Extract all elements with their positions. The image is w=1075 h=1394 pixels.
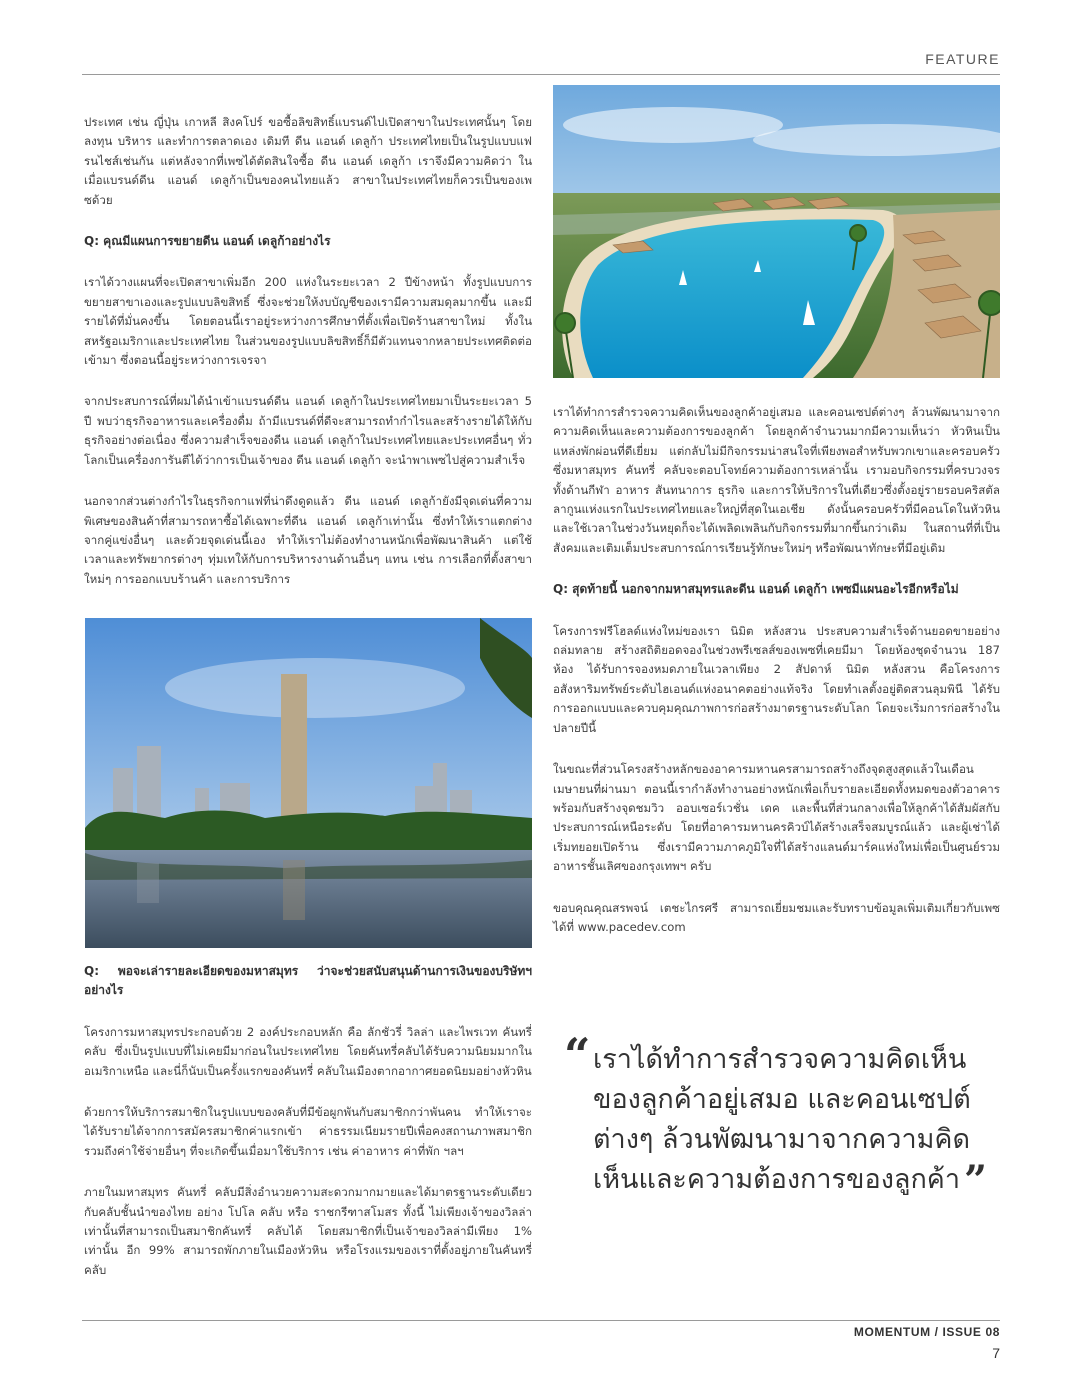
question-heading: Q: พอจะเล่ารายละเอียดของมหาสมุทร ว่าจะช่วยสนับสนุนด้านการเงินของบริษัทฯ อย่างไร [84,964,532,998]
left-column-lower [84,962,532,1302]
close-quote-mark: ” [964,1157,988,1204]
body-paragraph: นอกจากส่วนต่างกำไรในธุรกิจกาแฟที่น่าดึงดูดแล้ว ดีน แอนด์ เดลูก้ายังมีจุดเด่นที่ความพิเศษของสินค้าที่สามารถหาซื้อได้เฉพาะที่ดีน แอนด์ เดลูก้าเท่านั้น ซึ่งทำให้เราแตกต่างจากคู่แข่งอื่นๆ และด้วยจุดเด่นนี้เอง ทำให้เราไม่ต้องทำงานหนักเพื่อพัฒนาสินค้า แต่ใช้เวลาและทรัพยากรต่างๆ ทุ่มเทให้กับการบริหารงานด้านอื่นๆ แทน เช่น การเลือกที่ตั้งสาขาใหม่ๆ การออกแบบร้านค้า และการบริการ [84,494,532,586]
body-paragraph: เราได้วางแผนที่จะเปิดสาขาเพิ่มอีก 200 แห่งในระยะเวลา 2 ปีข้างหน้า ทั้งรูปแบบการขยายสาขาเองและรูปแบบลิขสิทธิ์ ซึ่งจะช่วยให้งบบัญชีของเรามีความสมดุลมากขึ้น และมีรายได้ที่มั่นคงขึ้น โดยตอนนี้เราอยู่ระหว่างการศึกษาที่ตั้งเพื่อเปิดร้านสาขาใหม่ ทั้งในสหรัฐอเมริกาและประเทศไทย ในส่วนของรูปแบบลิขสิทธิ์ก็มีตัวแทนจากหลายประเทศติดต่อเข้ามา ซึ่งตอนนี้อยู่ระหว่างการเจรจา [84,275,532,368]
body-paragraph: โครงการมหาสมุทรประกอบด้วย 2 องค์ประกอบหลัก คือ ลักชัวรี่ วิลล่า และไพรเวท คันทรี่ คลับ ซึ่งเป็นรูปแบบที่ไม่เคยมีมาก่อนในประเทศไทย โดยคันทรี่คลับได้รับความนิยมมากในอเมริกาเหนือ และนี่ก็นับเป็นครั้งแรกของคันทรี่ คลับในเมืองตากอากาศยอดนิยมอย่างหัวหิน [84,1024,532,1078]
question-heading: Q: คุณมีแผนการขยายดีน แอนด์ เดลูก้าอย่างไร [84,234,331,249]
body-paragraph: เราได้ทำการสำรวจความคิดเห็นของลูกค้าอยู่เสมอ และคอนเซปต์ต่างๆ ล้วนพัฒนามาจากความคิดเห็นและความต้องการของลูกค้า โดยลูกค้าจำนวนมากมีความเห็นว่า หัวหินเป็นแหล่งพักผ่อนที่ดีเยี่ยม แต่กลับไม่มีกิจกรรมน่าสนใจที่เพียงพอสำหรับพวกเขาและครอบครัว ซึ่งมหาสมุทร คันทรี่ คลับจะตอบโจทย์ความต้องการเหล่านั้น เรามอบกิจกรรมที่ครบวงจร ทั้งด้านกีฬา อาหาร สันทนาการ ธุรกิจ และการให้บริการในที่เดียวซึ่งตั้งอยู่รายรอบคริสตัล ลากูนแห่งแรกในประเทศไทยและใหญ่ที่สุดในเอเชีย ดังนั้นครอบครัวที่มีคอนโดในหัวหินและใช้เวลาในช่วงวันหยุดก็จะได้เพลิดเพลินกับกิจกรรมที่มากขึ้นกว่าเดิม ในสถานที่ที่เป็นสังคมและเติมเต็มประสบการณ์การเรียนรู้ทักษะใหม่ๆ หรือพัฒนาทักษะที่มีอยู่เดิม [553,405,1000,555]
body-paragraph: ภายในมหาสมุทร คันทรี่ คลับมีสิ่งอำนวยความสะดวกมากมายและได้มาตรฐานระดับเดียวกับคลับชั้นนำของไทย อย่าง โปโล คลับ หรือ ราชกรีฑาสโมสร ทั้งนี้ ไม่เพียงเจ้าของวิลล่าเท่านั้นที่สามารถเป็นสมาชิกคันทรี่ คลับได้ โดยสมาชิกที่เป็นเจ้าของวิลล่ามีเพียง 1% เท่านั้น อีก 99% สามารถพักภายในเมืองหัวหิน หรือโรงแรมของเราที่ตั้งอยู่ภายในคันทรี่ คลับ [84,1185,532,1277]
magazine-issue: MOMENTUM / ISSUE 08 [853,1325,1000,1339]
pull-quote-body: เราได้ทำการสำรวจความคิดเห็นของลูกค้าอยู่เสมอ และคอนเซปต์ต่างๆ ล้วนพัฒนามาจากความคิดเห็นและความต้องการของลูกค้า [593,1044,971,1195]
question-heading: Q: สุดท้ายนี้ นอกจากมหาสมุทรและดีน แอนด์ เดลูก้า เพซมีแผนอะไรอีกหรือไม่ [553,582,959,597]
header-divider [82,74,1000,75]
resort-lagoon-photo [553,85,1000,378]
body-paragraph: ขอบคุณคุณสรพจน์ เตชะไกรศรี สามารถเยี่ยมชมและรับทราบข้อมูลเพิ่มเติมเกี่ยวกับเพซได้ที่ www.pacedev.com [553,900,1000,934]
pull-quote-text [566,1040,1006,1204]
body-paragraph: โครงการฟรีโฮลด์แห่งใหม่ของเรา นิมิต หลังสวน ประสบความสำเร็จด้านยอดขายอย่างถล่มทลาย สร้างสถิติยอดจองในช่วงพรีเซลส์ของเพซที่เคยมีมา โดยห้องชุดจำนวน 187 ห้อง ได้รับการจองหมดภายในเวลาเพียง 2 สัปดาห์ นิมิต หลังสวน คือโครงการอสังหาริมทรัพย์ระดับไฮเอนด์แห่งอนาคตอย่างแท้จริง โดยทำเลตั้งอยู่ติดสวนลุมพินี ได้รับการออกแบบและควบคุมคุณภาพการก่อสร้างมาตรฐานระดับโลก โดยจะเริ่มการก่อสร้างในปลายปีนี้ [553,623,1000,735]
body-paragraph: ประเทศ เช่น ญี่ปุ่น เกาหลี สิงคโปร์ ขอซื้อลิขสิทธิ์แบรนด์ไปเปิดสาขาในประเทศนั้นๆ โดยลงทุน บริหาร และทำการตลาดเอง เดิมที ดีน แอนด์ เดลูก้า ประเทศไทยเป็นในรูปแบบแฟรนไชส์เช่นกัน แต่หลังจากที่เพซได้ตัดสินใจซื้อ ดีน แอนด์ เดลูก้า เราจึงมีความคิดว่า ในเมื่อแบรนด์ดีน แอนด์ เดลูก้าเป็นของคนไทยแล้ว สาขาในประเทศไทยก็ควรเป็นของเพซด้วย [84,115,532,207]
body-paragraph: ในขณะที่ส่วนโครงสร้างหลักของอาคารมหานครสามารถสร้างถึงจุดสูงสุดแล้วในเดือนเมษายนที่ผ่านมา ตอนนี้เรากำลังทำงานอย่างหนักเพื่อเก็บรายละเอียดทั้งหมดของตัวอาคาร พร้อมกับสร้างจุดชมวิว ออบเซอร์เวชั่น เดค และพื้นที่ส่วนกลางเพื่อให้ลูกค้าได้สัมผัสกับประสบการณ์เหนือระดับ โดยที่อาคารมหานครคิวบ์ได้สร้างเสร็จสมบูรณ์แล้ว และผู้เช่าได้เริ่มทยอยเปิดร้าน ซึ่งเรามีความภาคภูมิใจที่ได้สร้างแลนด์มาร์คแห่งใหม่เพื่อเป็นศูนย์รวมอาหารชั้นเลิศของกรุงเทพฯ ครับ [553,762,1000,874]
pull-quote [564,1028,1006,1204]
right-column [553,403,1000,959]
section-label: FEATURE [925,51,1000,67]
body-paragraph: จากประสบการณ์ที่ผมได้นำเข้าแบรนด์ดีน แอนด์ เดลูก้าในประเทศไทยมาเป็นระยะเวลา 5 ปี พบว่าธุรกิจอาหารและเครื่องดื่ม ถ้ามีแบรนด์ที่ดีจะสามารถทำกำไรและสร้างรายได้ให้กับธุรกิจอย่างต่อเนื่อง ซึ่งความสำเร็จของดีน แอนด์ เดลูก้าในประเทศไทยและประเทศอื่นๆ ทั่วโลกเป็นเครื่องการันตีได้ว่าการเป็นเจ้าของ ดีน แอนด์ เดลูก้า จะนำพาเพซไปสู่ความสำเร็จ [84,394,532,467]
body-paragraph: ด้วยการให้บริการสมาชิกในรูปแบบของคลับที่มีข้อผูกพันกับสมาชิกกว่าพันคน ทำให้เราจะได้รับรายได้จากการสมัครสมาชิกค่าแรกเข้า ค่าธรรมเนียมรายปีเพื่อคงสถานภาพสมาชิก รวมถึงค่าใช้จ่ายอื่นๆ ที่จะเกิดขึ้นเมื่อมาใช้บริการ เช่น ค่าอาหาร ค่าที่พัก ฯลฯ [84,1105,532,1158]
left-column [84,113,532,611]
page-number: 7 [992,1345,1000,1361]
open-quote-mark: “ [564,1028,591,1082]
footer-divider [82,1320,1000,1321]
city-skyline-photo [85,618,532,948]
